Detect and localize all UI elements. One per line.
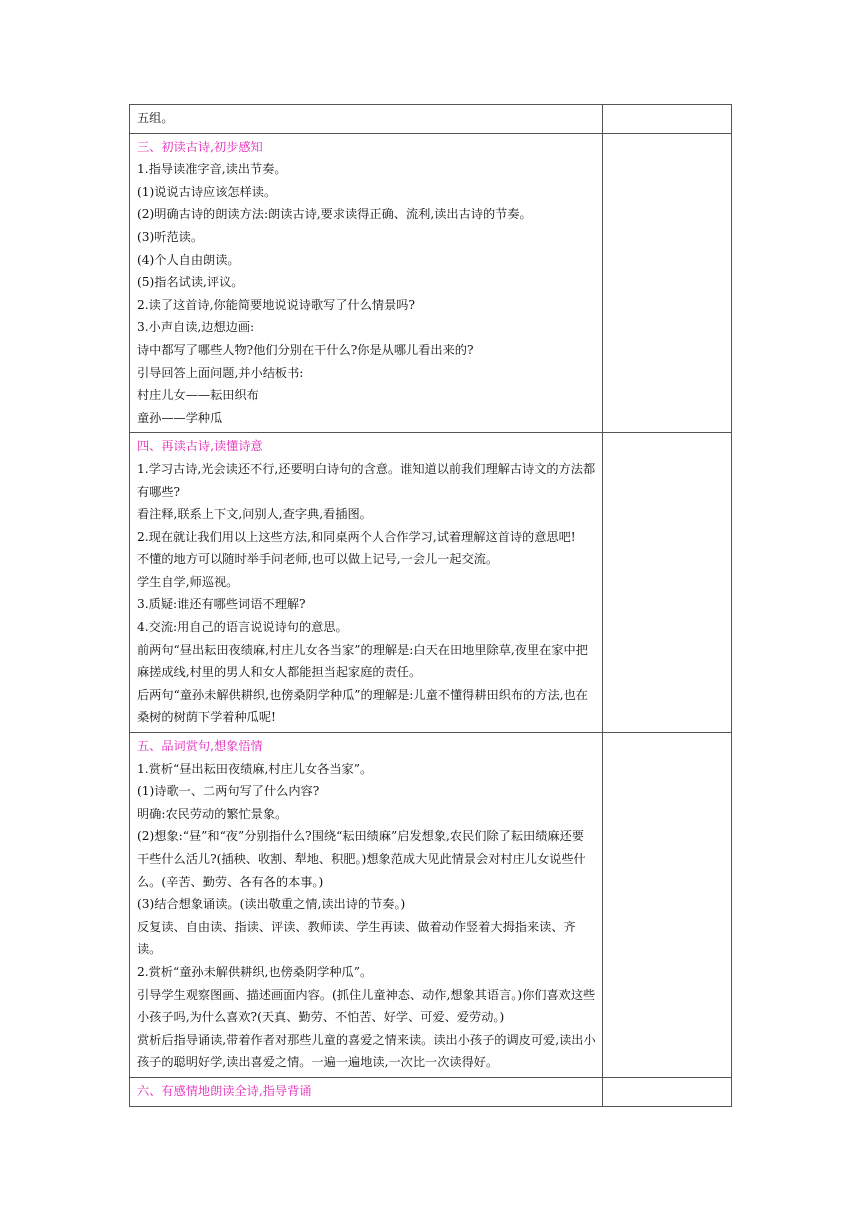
table-row	[130, 105, 732, 134]
table-row	[130, 433, 732, 733]
content-cell	[130, 433, 603, 733]
table-row	[130, 733, 732, 1078]
content-cell	[130, 105, 603, 134]
body-line: 诗中都写了哪些人物?他们分别在干什么?你是从哪儿看出来的?	[137, 342, 474, 357]
body-line: 引导学生观察图画、描述画面内容。(抓住儿童神态、动作,想象其语言。)你们喜欢这些小孩子吗,为什么喜欢?(天真、勤劳、不怕苦、好学、可爱、爱劳动。)	[137, 987, 596, 1025]
body-line: 后两句“童孙未解供耕织,也傍桑阴学种瓜”的理解是:儿童不懂得耕田织布的方法,也在桑树的树荫下学着种瓜呢!	[137, 687, 588, 725]
notes-cell	[603, 433, 732, 733]
body-line: 五组。	[137, 111, 174, 125]
body-line: (3)结合想象诵读。(读出敬重之情,读出诗的节奏。)	[137, 897, 406, 912]
notes-cell	[603, 133, 732, 433]
notes-cell	[603, 733, 732, 1078]
table-row	[130, 133, 732, 433]
body-line: 不懂的地方可以随时举手问老师,也可以做上记号,一会儿一起交流。	[137, 552, 499, 567]
body-line: 1.赏析“昼出耘田夜绩麻,村庄儿女各当家”。	[137, 761, 373, 776]
body-line: 2.赏析“童孙未解供耕织,也傍桑阴学种瓜”。	[137, 964, 373, 979]
content-cell	[130, 733, 603, 1078]
body-line: 3.质疑:谁还有哪些词语不理解?	[137, 597, 306, 612]
body-line: 前两句“昼出耘田夜绩麻,村庄儿女各当家”的理解是:白天在田地里除草,夜里在家中把麻搓成线,村里的男人和女人都能担当起家庭的责任。	[137, 642, 588, 680]
body-line: (1)诗歌一、二两句写了什么内容?	[137, 784, 320, 799]
body-line: 看注释,联系上下文,问别人,查字典,看插图。	[137, 507, 372, 522]
body-line: (4)个人自由朗读。	[137, 252, 240, 267]
body-line: (5)指名试读,评议。	[137, 275, 244, 290]
section-heading: 六、有感情地朗读全诗,指导背诵	[137, 1083, 312, 1098]
section-heading: 三、初读古诗,初步感知	[137, 139, 263, 154]
body-line: 1.指导读准字音,读出节奏。	[137, 162, 287, 177]
section-heading: 五、品词赏句,想象悟情	[137, 739, 263, 754]
body-line: 3.小声自读,边想边画:	[137, 320, 255, 335]
body-line: (2)明确古诗的朗读方法:朗读古诗,要求读得正确、流利,读出古诗的节奏。	[137, 207, 532, 222]
body-line: 4.交流:用自己的语言说说诗句的意思。	[137, 620, 348, 635]
body-line: 赏析后指导诵读,带着作者对那些儿童的喜爱之情来读。读出小孩子的调皮可爱,读出小孩子的聪明好学,读出喜爱之情。一遍一遍地读,一次比一次读得好。	[137, 1032, 596, 1070]
content-cell	[130, 133, 603, 433]
body-line: 1.学习古诗,光会读还不行,还要明白诗句的含意。谁知道以前我们理解古诗文的方法都有哪些?	[137, 461, 596, 499]
body-line: 反复读、自由读、指读、评读、教师读、学生再读、做着动作竖着大拇指来读、齐读。	[137, 919, 576, 957]
body-line: (2)想象:“昼”和“夜”分别指什么?围绕“耘田绩麻”启发想象,农民们除了耘田绩麻还要干些什么活儿?(插秧、收割、犁地、积肥。)想象范成大见此情景会对村庄儿女说些什么。(辛苦、勤劳、各有各的本事。)	[137, 829, 586, 889]
body-line: 2.读了这首诗,你能简要地说说诗歌写了什么情景吗?	[137, 297, 415, 312]
notes-cell	[603, 105, 732, 134]
lesson-plan-table	[129, 104, 732, 1107]
body-line: 村庄儿女——耘田织布	[137, 388, 259, 403]
table-row	[130, 1077, 732, 1106]
body-line: (1)说说古诗应该怎样读。	[137, 184, 277, 199]
body-line: 2.现在就让我们用以上这些方法,和同桌两个人合作学习,试着理解这首诗的意思吧!	[137, 529, 576, 544]
content-cell	[130, 1077, 603, 1106]
body-line: 引导回答上面问题,并小结板书:	[137, 365, 304, 380]
notes-cell	[603, 1077, 732, 1106]
body-line: 童孙——学种瓜	[137, 410, 223, 425]
body-line: 学生自学,师巡视。	[137, 574, 239, 589]
body-line: 明确:农民劳动的繁忙景象。	[137, 806, 288, 821]
section-heading: 四、再读古诗,读懂诗意	[137, 439, 263, 454]
body-line: (3)听范读。	[137, 229, 204, 244]
